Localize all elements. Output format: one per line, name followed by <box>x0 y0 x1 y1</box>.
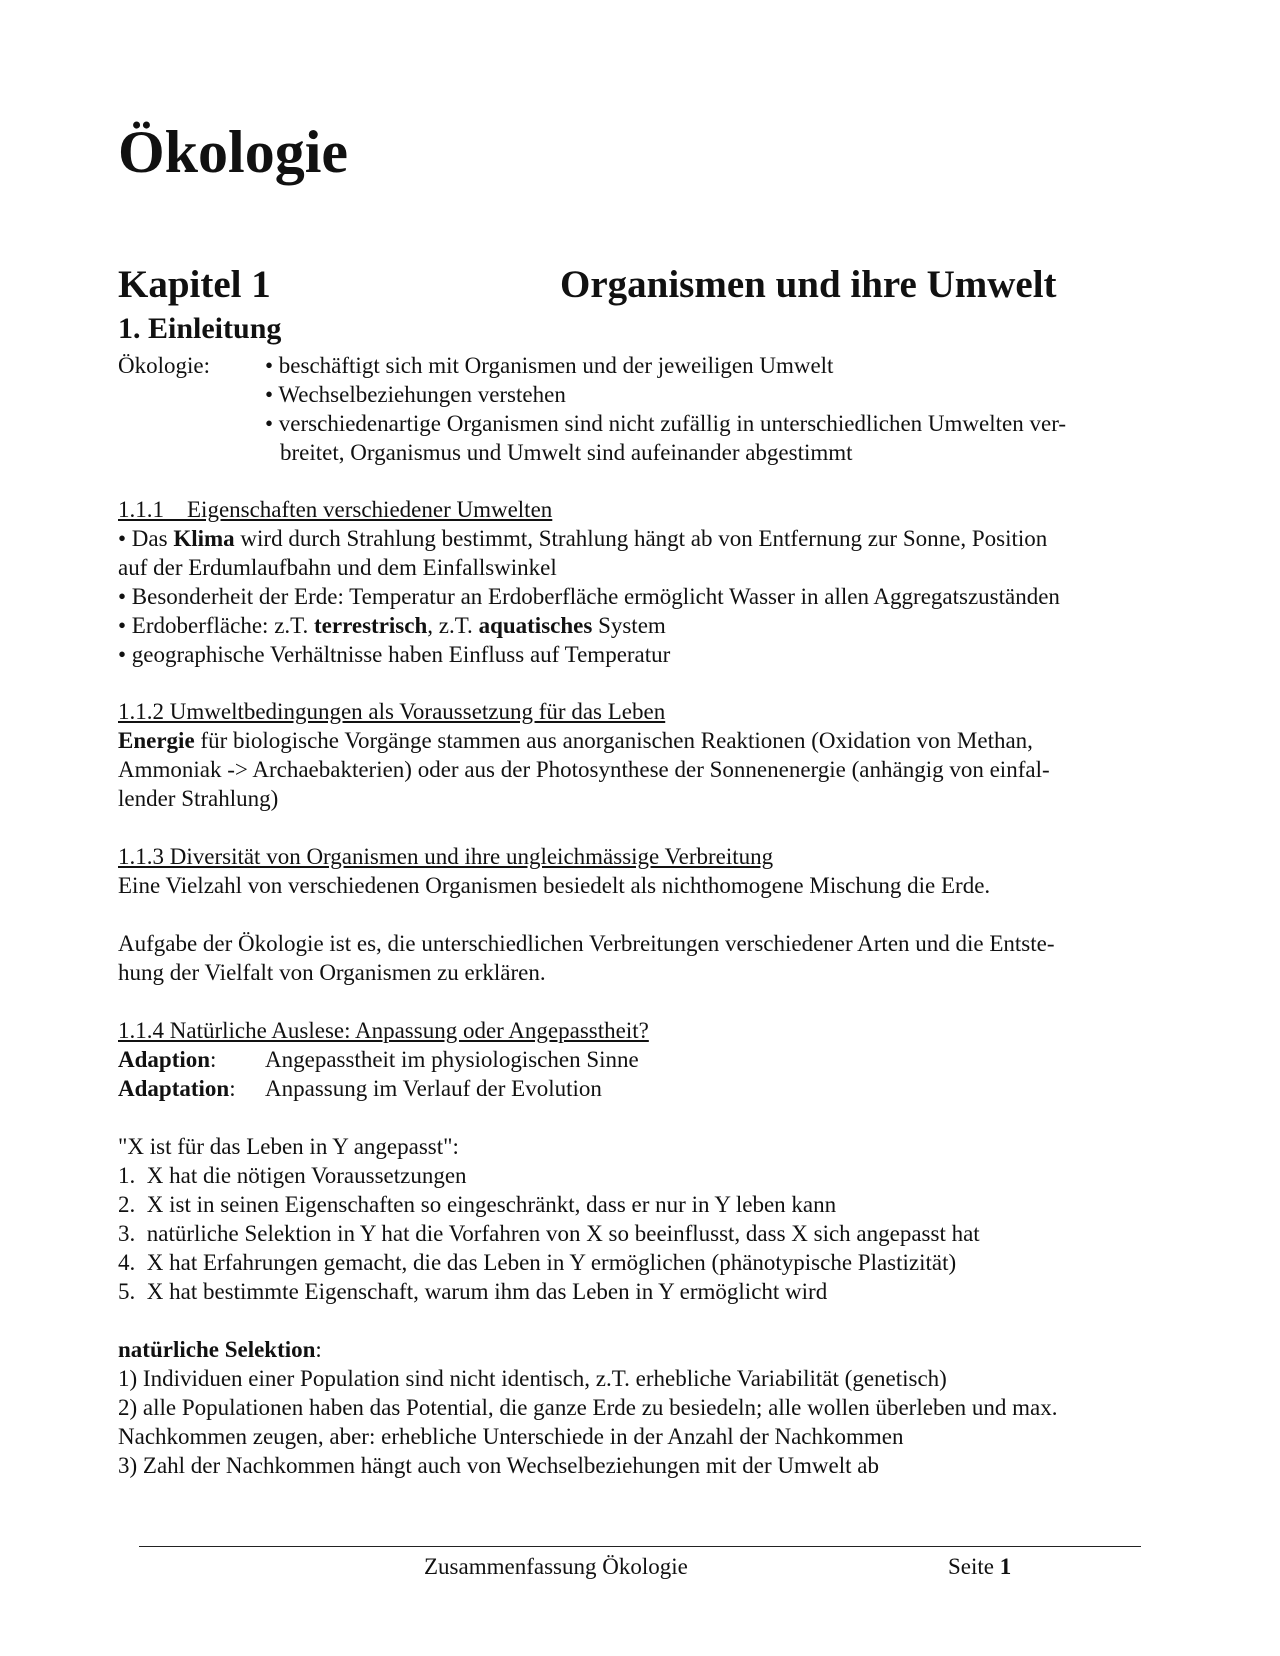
paragraph-line: 3) Zahl der Nachkommen hängt auch von Wechselbeziehungen mit der Umwelt ab <box>118 1453 879 1478</box>
paragraph-line: Aufgabe der Ökologie ist es, die unterschiedlichen Verbreitungen verschiedener Arten und die Entste- <box>118 931 1055 956</box>
list-item: 1. X hat die nötigen Voraussetzungen <box>118 1163 467 1188</box>
definition-text: Anpassung im Verlauf der Evolution <box>265 1076 602 1101</box>
footer-page: Seite 1 <box>948 1554 1012 1579</box>
definition-text: Angepasstheit im physiologischen Sinne <box>265 1047 639 1072</box>
list-item: 5. X hat bestimmte Eigenschaft, warum ihm das Leben in Y ermöglicht wird <box>118 1279 828 1304</box>
list-item: 4. X hat Erfahrungen gemacht, die das Leben in Y ermöglichen (phänotypische Plastizität) <box>118 1250 957 1275</box>
paragraph-line: Energie für biologische Vorgänge stammen aus anorganischen Reaktionen (Oxidation von Methan, <box>118 728 1033 753</box>
paragraph-line: 2) alle Populationen haben das Potential, die ganze Erde zu besiedeln; alle wollen überleben und max. <box>118 1395 1058 1420</box>
bullet-3-continuation: breitet, Organismus und Umwelt sind aufeinander abgestimmt <box>280 440 853 465</box>
paragraph-line: • Besonderheit der Erde: Temperatur an Erdoberfläche ermöglicht Wasser in allen Aggregatszuständen <box>118 584 1060 609</box>
footer-rule <box>139 1546 1141 1547</box>
list-item: 3. natürliche Selektion in Y hat die Vorfahren von X so beeinflusst, dass X sich angepasst hat <box>118 1221 980 1246</box>
paragraph-line: • Das Klima wird durch Strahlung bestimmt, Strahlung hängt ab von Entfernung zur Sonne, Position <box>118 526 1048 551</box>
subsection-heading-1-1-1: 1.1.1 Eigenschaften verschiedener Umwelten <box>118 497 553 522</box>
subsection-heading-1-1-2: 1.1.2 Umweltbedingungen als Voraussetzung für das Leben <box>118 699 666 724</box>
chapter-label: Kapitel 1 <box>118 263 271 306</box>
paragraph-line: Ammoniak -> Archaebakterien) oder aus der Photosynthese der Sonnenenergie (anhängig von einfal- <box>118 757 1050 782</box>
section-heading-einleitung: 1. Einleitung <box>118 312 282 345</box>
definition-term: Adaption: <box>118 1047 217 1072</box>
term-oekologie: Ökologie: <box>118 353 210 378</box>
definition-term: Adaptation: <box>118 1076 236 1101</box>
document-title: Ökologie <box>118 119 349 185</box>
bullet-3: • verschiedenartige Organismen sind nicht zufällig in unterschiedlichen Umwelten ver- <box>265 411 1067 436</box>
paragraph-line: • Erdoberfläche: z.T. terrestrisch, z.T. aquatisches System <box>118 613 666 638</box>
subsection-heading-1-1-3: 1.1.3 Diversität von Organismen und ihre ungleichmässige Verbreitung <box>118 844 774 869</box>
paragraph-line: lender Strahlung) <box>118 786 279 811</box>
chapter-name: Organismen und ihre Umwelt <box>560 263 1057 306</box>
paragraph-line: auf der Erdumlaufbahn und dem Einfallswinkel <box>118 555 557 580</box>
subsection-heading-1-1-4: 1.1.4 Natürliche Auslese: Anpassung oder Angepasstheit? <box>118 1018 649 1043</box>
paragraph-line: Nachkommen zeugen, aber: erhebliche Unterschiede in der Anzahl der Nachkommen <box>118 1424 904 1449</box>
quote-line: "X ist für das Leben in Y angepasst": <box>118 1134 459 1159</box>
paragraph-line: Eine Vielzahl von verschiedenen Organismen besiedelt als nichthomogene Mischung die Erde. <box>118 873 991 898</box>
paragraph-line: • geographische Verhältnisse haben Einfluss auf Temperatur <box>118 642 671 667</box>
bullet-2: • Wechselbeziehungen verstehen <box>265 382 566 407</box>
footer-title: Zusammenfassung Ökologie <box>424 1554 688 1579</box>
bullet-1: • beschäftigt sich mit Organismen und der jeweiligen Umwelt <box>265 353 834 378</box>
paragraph-line: 1) Individuen einer Population sind nicht identisch, z.T. erhebliche Variabilität (genetisch) <box>118 1366 947 1391</box>
list-item: 2. X ist in seinen Eigenschaften so eingeschränkt, dass er nur in Y leben kann <box>118 1192 837 1217</box>
paragraph-line: hung der Vielfalt von Organismen zu erklären. <box>118 960 546 985</box>
selection-heading: natürliche Selektion: <box>118 1337 322 1362</box>
